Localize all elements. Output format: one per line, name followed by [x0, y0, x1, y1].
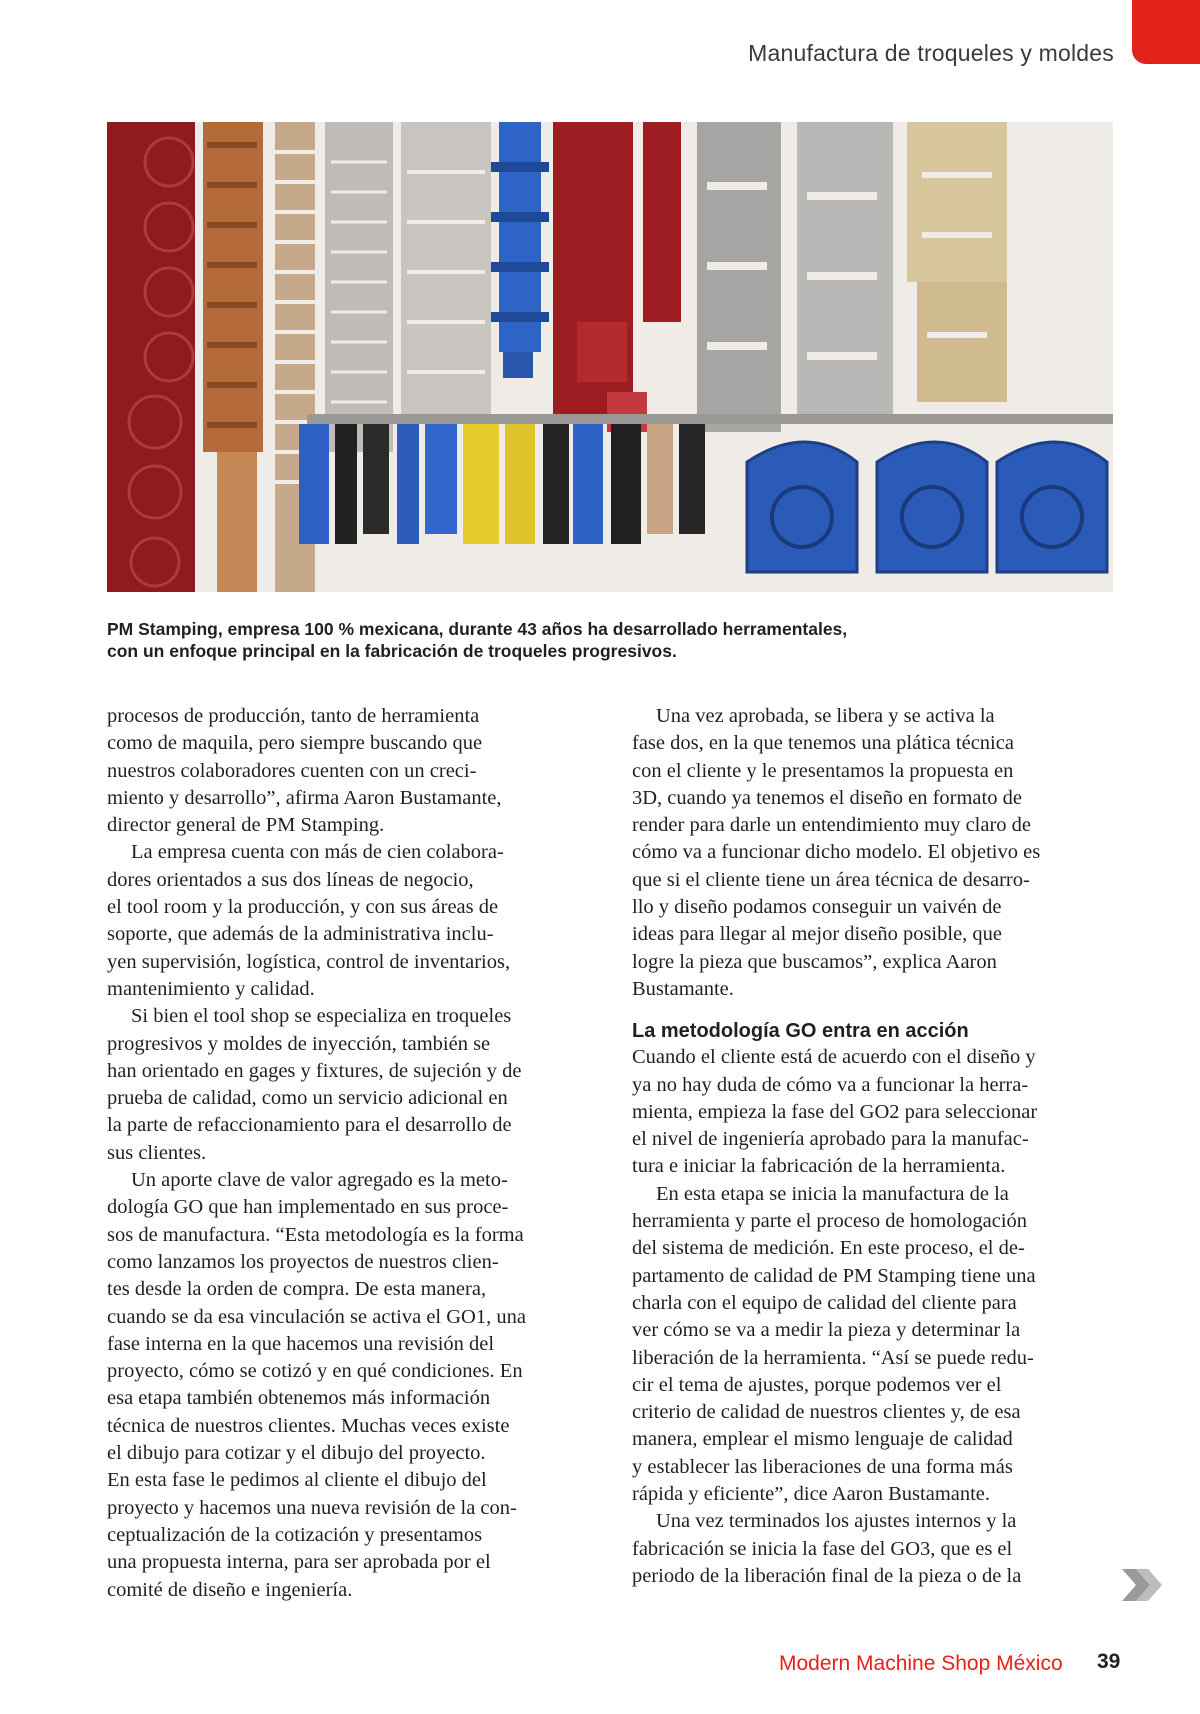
text-line: han orientado en gages y fixtures, de sujeción y de — [107, 1059, 522, 1082]
continue-chevron-icon — [1120, 1565, 1164, 1605]
text-line: soporte, que además de la administrativa inclu- — [107, 923, 494, 946]
text-line: proyecto, cómo se cotizó y en qué condiciones. En — [107, 1360, 523, 1383]
text-line: ceptualización de la cotización y presentamos — [107, 1523, 483, 1546]
text-line: 3D, cuando ya tenemos el diseño en formato de — [632, 786, 1022, 809]
text-line: comité de diseño e ingeniería. — [107, 1578, 353, 1601]
text-line: proyecto y hacemos una nueva revisión de la con- — [107, 1496, 517, 1519]
text-line: cir el tema de ajustes, porque podemos ver el — [632, 1373, 1002, 1396]
caption-line: PM Stamping, empresa 100 % mexicana, durante 43 años ha desarrollado herramentales, — [107, 619, 848, 639]
text-line: mantenimiento y calidad. — [107, 977, 315, 1000]
paragraph — [107, 839, 585, 1003]
text-line: charla con el equipo de calidad del cliente para — [632, 1291, 1017, 1314]
right-column — [632, 703, 1110, 1590]
text-line: cómo va a funcionar dicho modelo. El objetivo es — [632, 841, 1041, 864]
paragraph — [107, 1003, 585, 1167]
text-line: y establecer las liberaciones de una forma más — [632, 1455, 1013, 1478]
text-line: el nivel de ingeniería aprobado para la manufac- — [632, 1128, 1029, 1151]
paragraph — [632, 1044, 1110, 1180]
text-line: miento y desarrollo”, afirma Aaron Bustamante, — [107, 786, 502, 809]
text-line: Si bien el tool shop se especializa en troqueles — [131, 1005, 512, 1028]
paragraph — [107, 1167, 585, 1467]
text-line: Bustamante. — [632, 977, 734, 1000]
text-line: tura e iniciar la fabricación de la herramienta. — [632, 1155, 1006, 1178]
page-number: 39 — [1097, 1650, 1121, 1673]
text-line: sus clientes. — [107, 1141, 207, 1164]
photo-stamped-parts — [107, 122, 1113, 592]
paragraph — [107, 703, 585, 839]
text-line: como de maquila, pero siempre buscando que — [107, 732, 483, 755]
text-line: dores orientados a sus dos líneas de negocio, — [107, 868, 474, 891]
text-line: director general de PM Stamping. — [107, 814, 385, 837]
text-line: fabricación se inicia la fase del GO3, que es el — [632, 1537, 1013, 1560]
left-column — [107, 703, 585, 1604]
text-line: progresivos y moldes de inyección, también se — [107, 1032, 491, 1055]
text-line: con el cliente y le presentamos la propuesta en — [632, 759, 1014, 782]
text-line: del sistema de medición. En este proceso, el de- — [632, 1237, 1025, 1260]
text-line: el tool room y la producción, y con sus áreas de — [107, 896, 499, 919]
section-subheading: La metodología GO entra en acción — [632, 1020, 969, 1043]
text-line: Una vez aprobada, se libera y se activa la — [656, 705, 995, 727]
text-line: fase interna en la que hacemos una revisión del — [107, 1332, 495, 1355]
magazine-title: Modern Machine Shop México — [779, 1652, 1063, 1675]
photo-caption — [107, 618, 1007, 662]
text-line: llo y diseño podamos conseguir un vaivén de — [632, 896, 1002, 919]
text-line: tes desde la orden de compra. De esta manera, — [107, 1278, 487, 1301]
text-line: En esta fase le pedimos al cliente el dibujo del — [107, 1469, 487, 1492]
text-line: render para darle un entendimiento muy claro de — [632, 814, 1032, 837]
text-line: En esta etapa se inicia la manufactura de la — [656, 1182, 1009, 1205]
text-line: cuando se da esa vinculación se activa el GO1, una — [107, 1305, 526, 1328]
paragraph — [107, 1467, 585, 1603]
paragraph — [632, 703, 1110, 1003]
text-line: prueba de calidad, como un servicio adicional en — [107, 1087, 508, 1110]
text-line: periodo de la liberación final de la pieza o de la — [632, 1564, 1022, 1587]
stamped-parts-illustration — [107, 122, 1113, 592]
text-line: ver cómo se va a medir la pieza y determinar la — [632, 1319, 1021, 1342]
text-line: mienta, empieza la fase del GO2 para seleccionar — [632, 1100, 1038, 1123]
text-line: La empresa cuenta con más de cien colabora- — [131, 841, 504, 864]
text-line: procesos de producción, tanto de herramienta — [107, 705, 480, 727]
text-line: esa etapa también obtenemos más información — [107, 1387, 491, 1410]
text-line: como lanzamos los proyectos de nuestros clien- — [107, 1250, 499, 1273]
text-line: técnica de nuestros clientes. Muchas veces existe — [107, 1414, 510, 1437]
text-line: dología GO que han implementado en sus proce- — [107, 1196, 509, 1219]
paragraph — [632, 1508, 1110, 1590]
caption-line: con un enfoque principal en la fabricación de troqueles progresivos. — [107, 641, 677, 661]
text-line: sos de manufactura. “Esta metodología es la forma — [107, 1223, 524, 1246]
text-line: ideas para llegar al mejor diseño posible, que — [632, 923, 1003, 946]
text-line: nuestros colaboradores cuenten con un creci- — [107, 759, 477, 782]
text-line: ya no hay duda de cómo va a funcionar la herra- — [632, 1073, 1029, 1096]
text-line: Una vez terminados los ajustes internos y la — [656, 1510, 1017, 1533]
text-line: herramienta y parte el proceso de homologación — [632, 1210, 1028, 1233]
text-line: Cuando el cliente está de acuerdo con el diseño y — [632, 1046, 1036, 1069]
red-corner-tab — [1132, 0, 1200, 64]
text-line: una propuesta interna, para ser aprobada por el — [107, 1551, 491, 1574]
text-line: logre la pieza que buscamos”, explica Aaron — [632, 950, 997, 973]
text-line: liberación de la herramienta. “Así se puede redu- — [632, 1346, 1034, 1369]
text-line: que si el cliente tiene un área técnica de desarro- — [632, 868, 1030, 891]
text-line: Un aporte clave de valor agregado es la meto- — [131, 1169, 508, 1192]
text-line: rápida y eficiente”, dice Aaron Bustamante. — [632, 1483, 991, 1506]
text-line: partamento de calidad de PM Stamping tiene una — [632, 1264, 1036, 1287]
text-line: manera, emplear el mismo lenguaje de calidad — [632, 1428, 1013, 1451]
text-line: yen supervisión, logística, control de inventarios, — [107, 950, 511, 973]
text-line: la parte de refaccionamiento para el desarrollo de — [107, 1114, 512, 1137]
text-line: fase dos, en la que tenemos una plática técnica — [632, 732, 1014, 755]
paragraph — [632, 1181, 1110, 1509]
section-header: Manufactura de troqueles y moldes — [748, 40, 1114, 66]
text-line: criterio de calidad de nuestros clientes y, de esa — [632, 1401, 1021, 1424]
text-line: el dibujo para cotizar y el dibujo del proyecto. — [107, 1442, 486, 1465]
